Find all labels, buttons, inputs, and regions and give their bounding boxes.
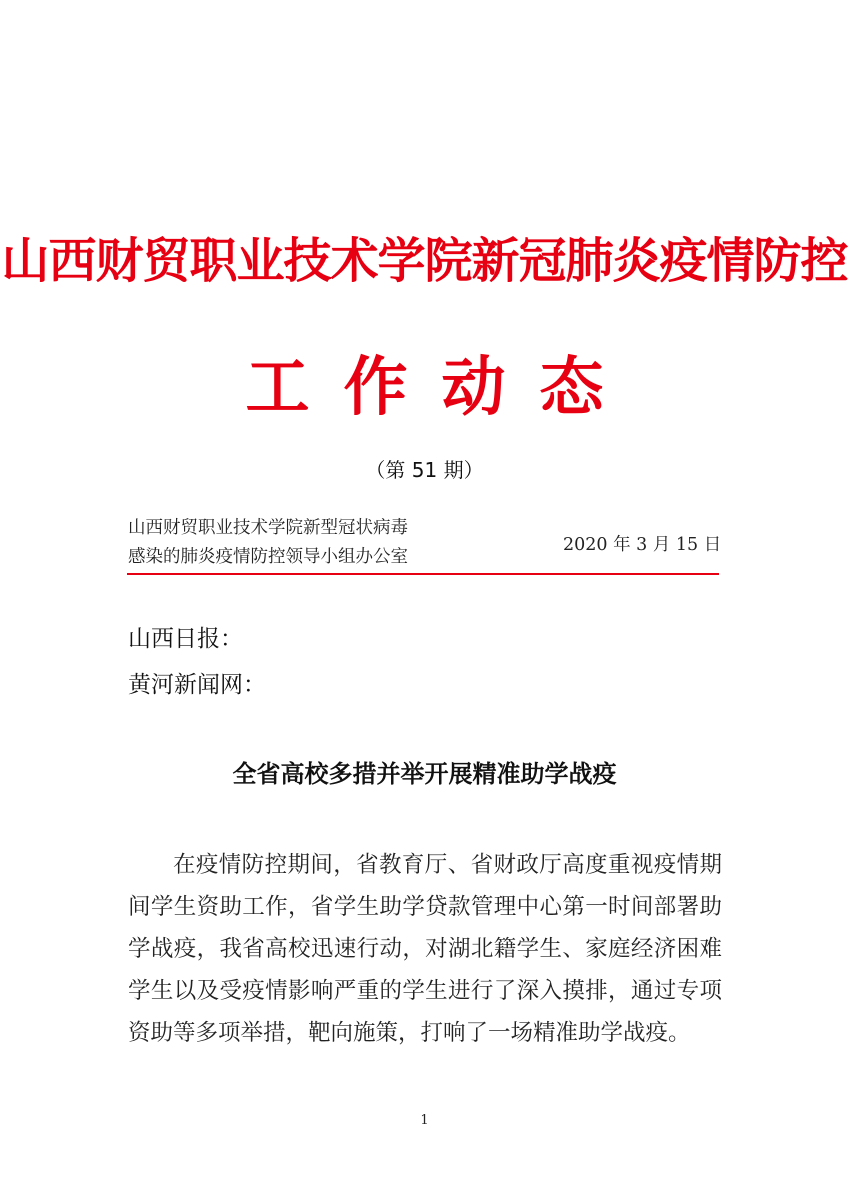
red-divider (127, 573, 719, 575)
issue-date: 2020 年 3 月 15 日 (563, 535, 722, 555)
source-shanxi-daily: 山西日报： (128, 626, 243, 652)
issue-number: （第 51 期） (365, 458, 484, 482)
source-yellow-river-news: 黄河新闻网： (128, 672, 266, 698)
article-title: 全省高校多措并举开展精准助学战疫 (232, 759, 617, 788)
masthead-subtitle: 工作动态 (245, 350, 638, 425)
issuing-office-line-2: 感染的肺炎疫情防控领导小组办公室 (128, 547, 408, 567)
issuing-office (128, 514, 468, 572)
page-number: 1 (420, 1113, 429, 1128)
masthead-title: 山西财贸职业技术学院新冠肺炎疫情防控 (1, 233, 848, 289)
issuing-office-line-1: 山西财贸职业技术学院新型冠状病毒 (128, 518, 408, 538)
article-body: 在疫情防控期间，省教育厅、省财政厅高度重视疫情期间学生资助工作，省学生助学贷款管理中心第一时间部署助学战疫，我省高校迅速行动，对湖北籍学生、家庭经济困难学生以及受疫情影响严重的学生进行了深入摸排，通过专项资助等多项举措，靶向施策，打响了一场精准助学战疫。 (128, 852, 722, 1046)
